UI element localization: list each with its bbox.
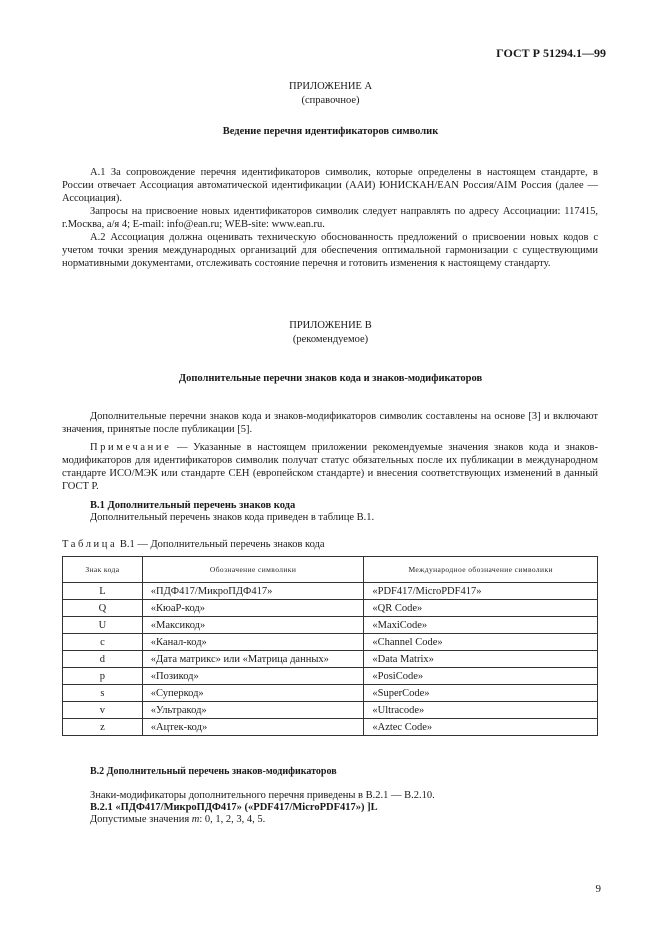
table-caption	[62, 538, 325, 551]
table-row	[63, 634, 598, 651]
section-b1-heading: В.1 Дополнительный перечень знаков кода	[90, 500, 296, 511]
code-characters-table	[62, 556, 598, 736]
appendix-a-paragraph-2: Запросы на присвоение новых идентификаторов символик следует направлять по адресу Ассоциации: 117415, г.Москва, а/я 4; E-mail: info@ean.ru; WEB-site: www.ean.ru.	[62, 206, 598, 230]
table-row	[63, 600, 598, 617]
cell-intl-symbology: «Channel Code»	[364, 634, 598, 651]
appendix-b-heading: Дополнительные перечни знаков кода и знаков-модификаторов	[178, 373, 483, 384]
table-row	[63, 583, 598, 600]
cell-symbology: «Суперкод»	[142, 685, 364, 702]
cell-intl-symbology: «QR Code»	[364, 600, 598, 617]
section-b21-values	[62, 813, 598, 826]
note-label: Примечание	[90, 442, 172, 453]
table-row	[63, 719, 598, 736]
cell-intl-symbology: «Aztec Code»	[364, 719, 598, 736]
cell-intl-symbology: «MaxiCode»	[364, 617, 598, 634]
table-row	[63, 651, 598, 668]
cell-symbology: «ПДФ417/МикроПДФ417»	[142, 583, 364, 600]
cell-code-char: c	[63, 634, 143, 651]
cell-code-char: p	[63, 668, 143, 685]
cell-code-char: z	[63, 719, 143, 736]
table-row	[63, 685, 598, 702]
cell-intl-symbology: «PosiCode»	[364, 668, 598, 685]
note-text: — Указанные в настоящем приложении рекомендуемые значения знаков кода и знаков-модификаторов для идентификаторов символик получат статус обязательных после их публикации в международном стандарте ИСО/МЭК или стандарте СЕН (европейском стандарте) и внесения соответствующих изменений в данный ГОСТ Р.	[62, 442, 599, 492]
cell-symbology: «КюаР-код»	[142, 600, 364, 617]
cell-symbology: «Канал-код»	[142, 634, 364, 651]
table-row	[63, 617, 598, 634]
appendix-b-subtitle: (рекомендуемое)	[292, 334, 369, 345]
cell-symbology: «Дата матрикс» или «Матрица данных»	[142, 651, 364, 668]
section-b2-text: Знаки-модификаторы дополнительного перечня приведены в В.2.1 — В.2.10.	[90, 790, 435, 801]
section-b2-heading: В.2 Дополнительный перечень знаков-модификаторов	[90, 766, 337, 777]
appendix-b-title: ПРИЛОЖЕНИЕ В	[289, 320, 372, 331]
cell-intl-symbology: «Ultracode»	[364, 702, 598, 719]
cell-code-char: U	[63, 617, 143, 634]
appendix-a-heading: Ведение перечня идентификаторов символик	[222, 126, 439, 137]
cell-intl-symbology: «SuperCode»	[364, 685, 598, 702]
cell-intl-symbology: «PDF417/MicroPDF417»	[364, 583, 598, 600]
cell-intl-symbology: «Data Matrix»	[364, 651, 598, 668]
appendix-a-subtitle: (справочное)	[301, 95, 360, 106]
cell-code-char: d	[63, 651, 143, 668]
cell-code-char: Q	[63, 600, 143, 617]
section-b21-heading: В.2.1 «ПДФ417/МикроПДФ417» («PDF417/MicroPDF417») ]L	[90, 802, 378, 813]
appendix-b-paragraph-1: Дополнительные перечни знаков кода и знаков-модификаторов символик составлены на основе [3] и включают значения, принятые после публикации [5].	[62, 411, 598, 435]
appendix-a-paragraph-3: А.2 Ассоциация должна оценивать техническую обоснованность предложений о присвоении новых кодов с учетом точки зрения международных организаций для обеспечения оптимальной гармонизации с существующими нормативными документами, отслеживать состояние перечня и готовить изменения к настоящему стандарту.	[62, 232, 598, 269]
variable-m: m	[191, 814, 200, 825]
table-row	[63, 702, 598, 719]
appendix-a-title: ПРИЛОЖЕНИЕ А	[288, 81, 373, 92]
table-header-row	[63, 557, 598, 583]
page-number: 9	[595, 883, 601, 895]
table-row	[63, 668, 598, 685]
appendix-a-paragraph-1: А.1 За сопровождение перечня идентификаторов символик, которые определены в настоящем стандарте, в России отвечает Ассоциация автоматической идентификации (ААИ) ЮНИСКАН/EAN Россия/AIM Россия (далее — Ассоциация).	[62, 167, 598, 204]
cell-code-char: L	[63, 583, 143, 600]
table-label: Таблица	[62, 539, 118, 550]
cell-code-char: v	[63, 702, 143, 719]
document-standard-number: ГОСТ Р 51294.1—99	[496, 46, 606, 60]
appendix-b-note	[62, 441, 598, 493]
col-header-intl-symbology: Международное обозначение символики	[364, 557, 598, 583]
col-header-symbology: Обозначение символики	[142, 557, 364, 583]
section-b1-text: Дополнительный перечень знаков кода приведен в таблице В.1.	[90, 512, 375, 523]
cell-symbology: «Ультракод»	[142, 702, 364, 719]
cell-code-char: s	[63, 685, 143, 702]
cell-symbology: «Ацтек-код»	[142, 719, 364, 736]
values-prefix: Допустимые значения	[90, 814, 192, 825]
col-header-code-char: Знак кода	[63, 557, 143, 583]
values-list: : 0, 1, 2, 3, 4, 5.	[199, 814, 266, 825]
table-caption-text: В.1 — Дополнительный перечень знаков кода	[119, 539, 325, 550]
cell-symbology: «Позикод»	[142, 668, 364, 685]
cell-symbology: «Максикод»	[142, 617, 364, 634]
